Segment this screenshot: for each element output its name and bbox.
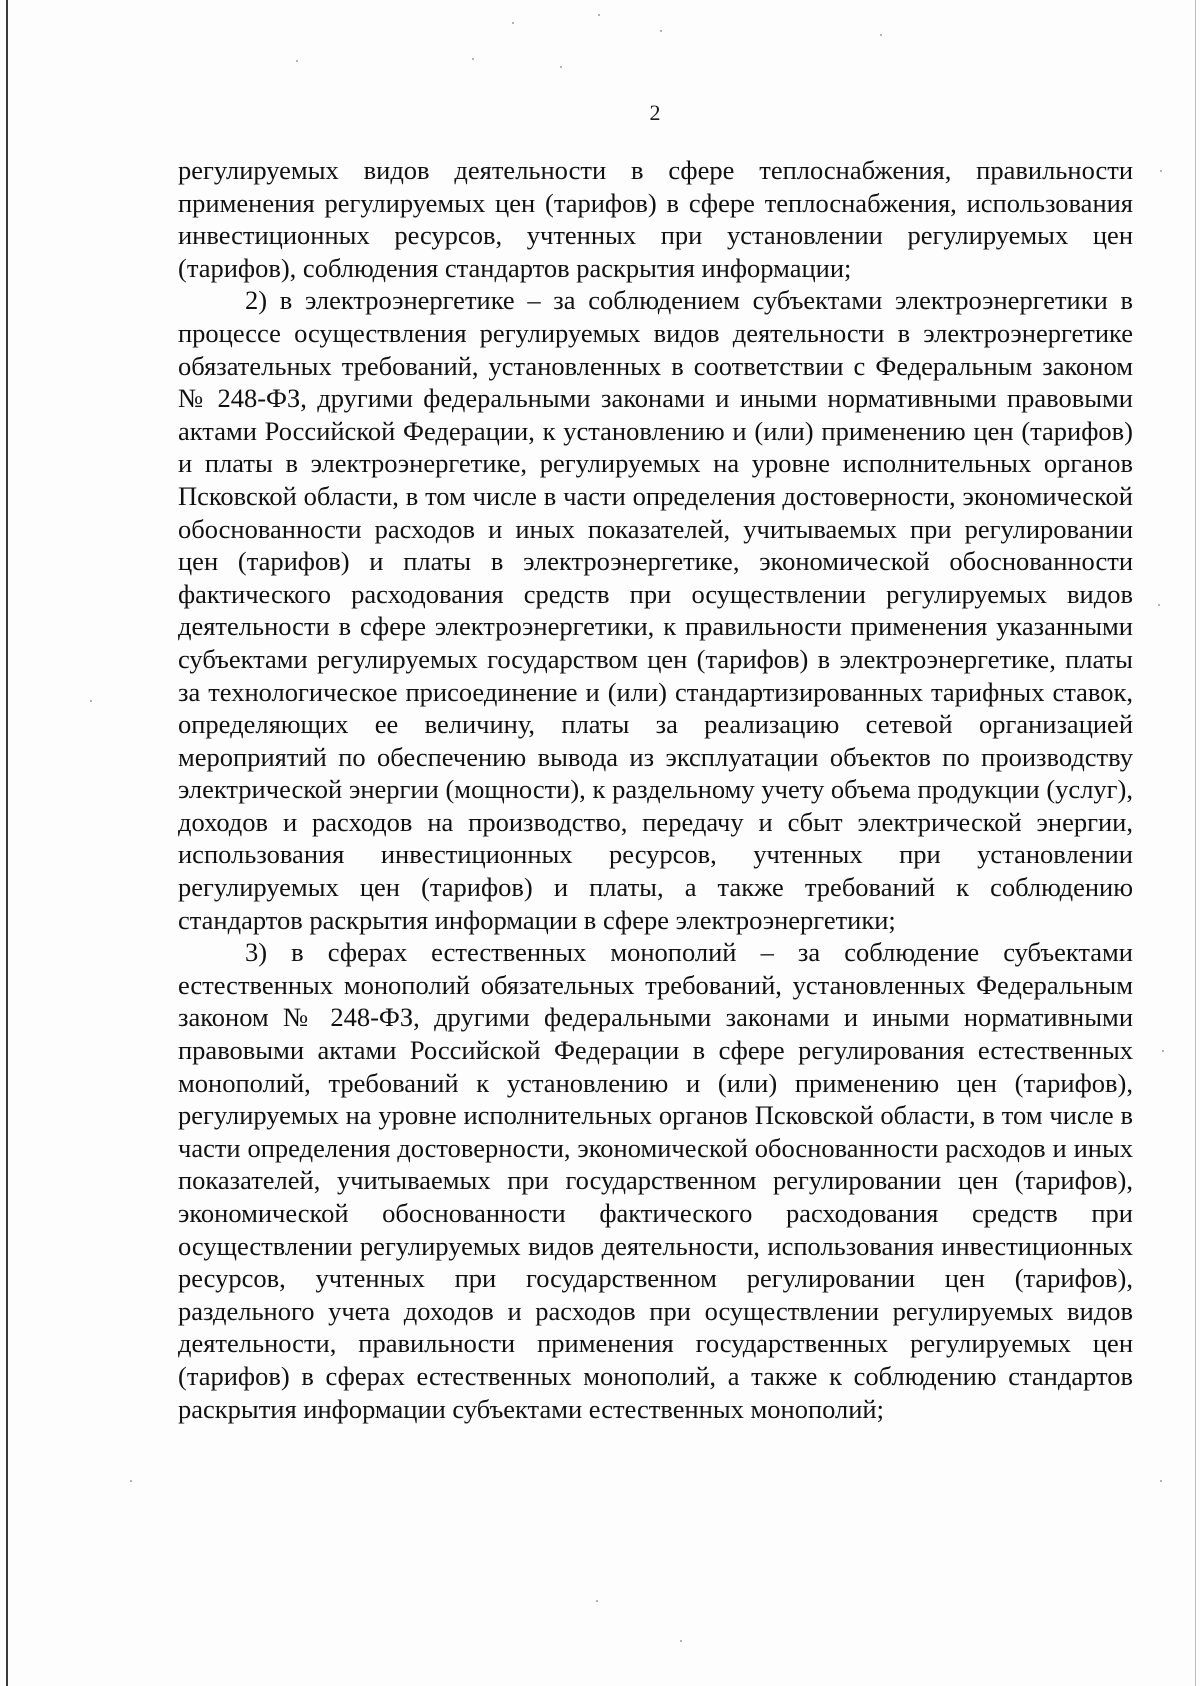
scan-noise-speck	[472, 58, 474, 60]
scan-noise-speck	[1158, 604, 1160, 606]
paragraph-item-3-natural-monopolies: 3) в сферах естественных монополий – за соблюдение субъектами естественных монополий обязательных требований, установленных Федеральным законом № 248-ФЗ, другими федеральными законами и иными нормативными правовыми актами Российской Федерации в сфере регулирования естественных монополий, требований к установлению и (или) применению цен (тарифов), регулируемых на уровне исполнительных органов Псковской области, в том числе в части определения достоверности, экономической обоснованности расходов и иных показателей, учитываемых при государственном регулировании цен (тарифов), экономической обоснованности фактического расходования средств при осуществлении регулируемых видов деятельности, использования инвестиционных ресурсов, учтенных при государственном регулировании цен (тарифов), раздельного учета доходов и расходов при осуществлении регулируемых видов деятельности, правильности применения государственных регулируемых цен (тарифов) в сферах естественных монополий, а также к соблюдению стандартов раскрытия информации субъектами естественных монополий;	[178, 937, 1133, 1424]
document-body	[178, 154, 1133, 1425]
scan-noise-speck	[660, 30, 662, 32]
paragraph-heat-supply-continuation: регулируемых видов деятельности в сфере теплоснабжения, правильности применения регулируемых цен (тарифов) в сфере теплоснабжения, использования инвестиционных ресурсов, учтенных при установлении регулируемых цен (тарифов), соблюдения стандартов раскрытия информации;	[178, 155, 1133, 283]
page-number: 2	[649, 100, 661, 125]
scan-noise-speck	[880, 34, 882, 36]
paragraph-item-2-electric-power: 2) в электроэнергетике – за соблюдением субъектами электроэнергетики в процессе осуществления регулируемых видов деятельности в электроэнергетике обязательных требований, установленных в соответствии с Федеральным законом № 248-ФЗ, другими федеральными законами и иными нормативными правовыми актами Российской Федерации, к установлению и (или) применению цен (тарифов) и платы в электроэнергетике, регулируемых на уровне исполнительных органов Псковской области, в том числе в части определения достоверности, экономической обоснованности расходов и иных показателей, учитываемых при регулировании цен (тарифов) и платы в электроэнергетике, экономической обоснованности фактического расходования средств при осуществлении регулируемых видов деятельности в сфере электроэнергетики, к правильности применения указанными субъектами регулируемых государством цен (тарифов) в электроэнергетике, платы за технологическое присоединение и (или) стандартизированных тарифных ставок, определяющих ее величину, платы за реализацию сетевой организацией мероприятий по обеспечению вывода из эксплуатации объектов по производству электрической энергии (мощности), к раздельному учету объема продукции (услуг), доходов и расходов на производство, передачу и сбыт электрической энергии, использования инвестиционных ресурсов, учтенных при установлении регулируемых цен (тарифов) и платы, а также требований к соблюдению стандартов раскрытия информации в сфере электроэнергетики;	[178, 285, 1133, 935]
scan-noise-speck	[560, 66, 562, 68]
scan-noise-speck	[90, 700, 92, 702]
scan-noise-speck	[1160, 1480, 1162, 1482]
scan-noise-speck	[512, 22, 514, 24]
scan-noise-speck	[1162, 1050, 1164, 1052]
scan-noise-speck	[130, 1480, 132, 1482]
scan-right-edge-shadow	[1195, 0, 1196, 1686]
scan-noise-speck	[1160, 170, 1162, 172]
scan-noise-speck	[596, 1600, 598, 1602]
scan-left-edge-shadow	[6, 0, 8, 1686]
scan-noise-speck	[598, 14, 600, 16]
scan-noise-speck	[296, 60, 298, 62]
scan-noise-speck	[680, 1640, 682, 1642]
